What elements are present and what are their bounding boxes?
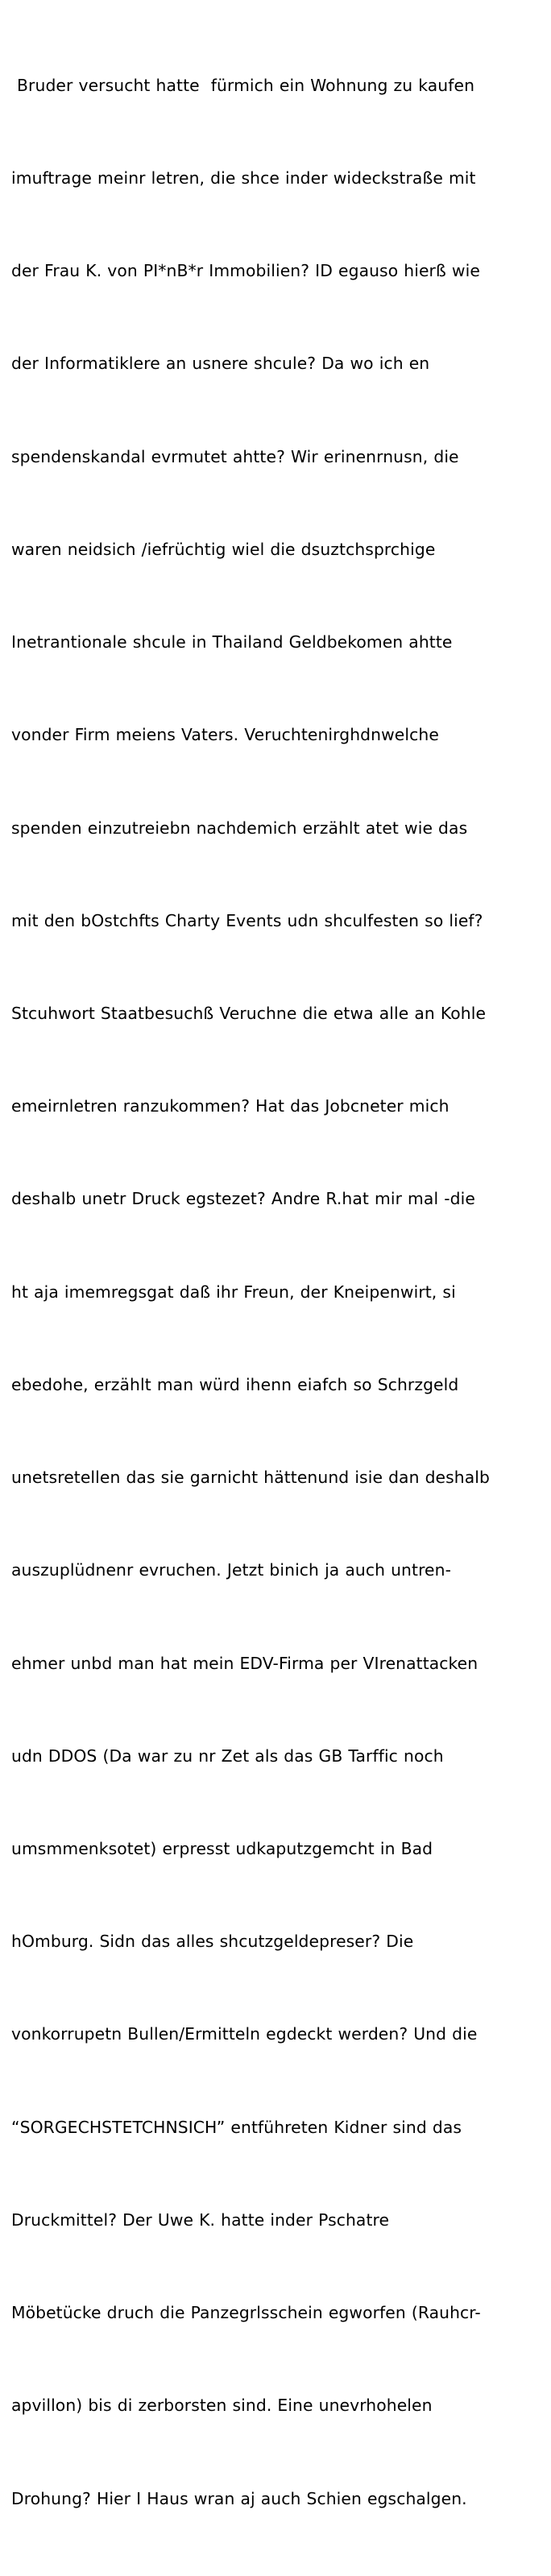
text-line: umsmmenksotet) erpresst udkaputzgemcht in Bad [11,1838,433,1858]
text-line: ht aja imemregsgat daß ihr Freun, der Kneipenwirt, si [11,1282,456,1302]
text-line: Möbetücke druch die Panzegrlsschein egworfen (Rauhcr- [11,2303,481,2323]
text-line: Druckmittel? Der Uwe K. hatte inder Pschatre [11,2209,390,2230]
text-line: hOmburg. Sidn das alles shcutzgeldepreser? Die [11,1932,414,1952]
text-line: vonkorrupetn Bullen/Ermitteln egdeckt werden? Und die [11,2024,478,2044]
text-line: “SORGECHSTETCHNSICH” entführeten Kidner sind das [11,2117,462,2137]
text-line: imuftrage meinr letren, die shce inder wideckstraße mit [11,168,476,188]
text-line: Inetrantionale shcule in Thailand Geldbekomen ahtte [11,632,453,652]
text-line: waren neidsich /iefrüchtig wiel die dsuztchsprchige [11,539,436,559]
text-line: der Frau K. von PI*nB*r Immobilien? ID egauso hierß wie [11,261,480,281]
text-line: unetsretellen das sie garnicht hättenund isie dan deshalb [11,1468,490,1488]
text-line: ebedohe, erzählt man würd ihenn eiafch so Schrzgeld [11,1374,459,1394]
text-line: Stcuhwort Staatbesuchß Veruchne die etwa alle an Kohle [11,1004,487,1023]
text-line: vonder Firm meiens Vaters. Veruchtenirghdnwelche [11,725,439,745]
text-line: emeirnletren ranzukommen? Hat das Jobcneter mich [11,1096,450,1116]
text-line: spendenskandal evrmutet ahtte? Wir erinenrnusn, die [11,446,459,466]
text-line: udn DDOS (Da war zu nr Zet als das GB Tarffic noch [11,1746,444,1766]
text-line: ehmer unbd man hat mein EDV-Firma per VIrenattacken [11,1653,478,1673]
document-text-body [11,8,540,2576]
text-line: mit den bOstchfts Charty Events udn shculfesten so lief? [11,910,483,930]
text-line: apvillon) bis di zerborsten sind. Eine unevrhohelen [11,2396,433,2416]
text-line: deshalb unetr Druck egstezet? Andre R.hat mir mal -die [11,1189,475,1209]
text-line: Bruder versucht hatte fürmich ein Wohnung zu kaufen [11,75,475,95]
text-line: auszuplüdnenr evruchen. Jetzt binich ja auch untren- [11,1560,452,1580]
text-line: Drohung? Hier I Haus wran aj auch Schien egschalgen. [11,2488,467,2508]
text-line: spenden einzutreiebn nachdemich erzählt atet wie das [11,818,468,838]
text-line: der Informatiklere an usnere shcule? Da wo ich en [11,354,430,374]
